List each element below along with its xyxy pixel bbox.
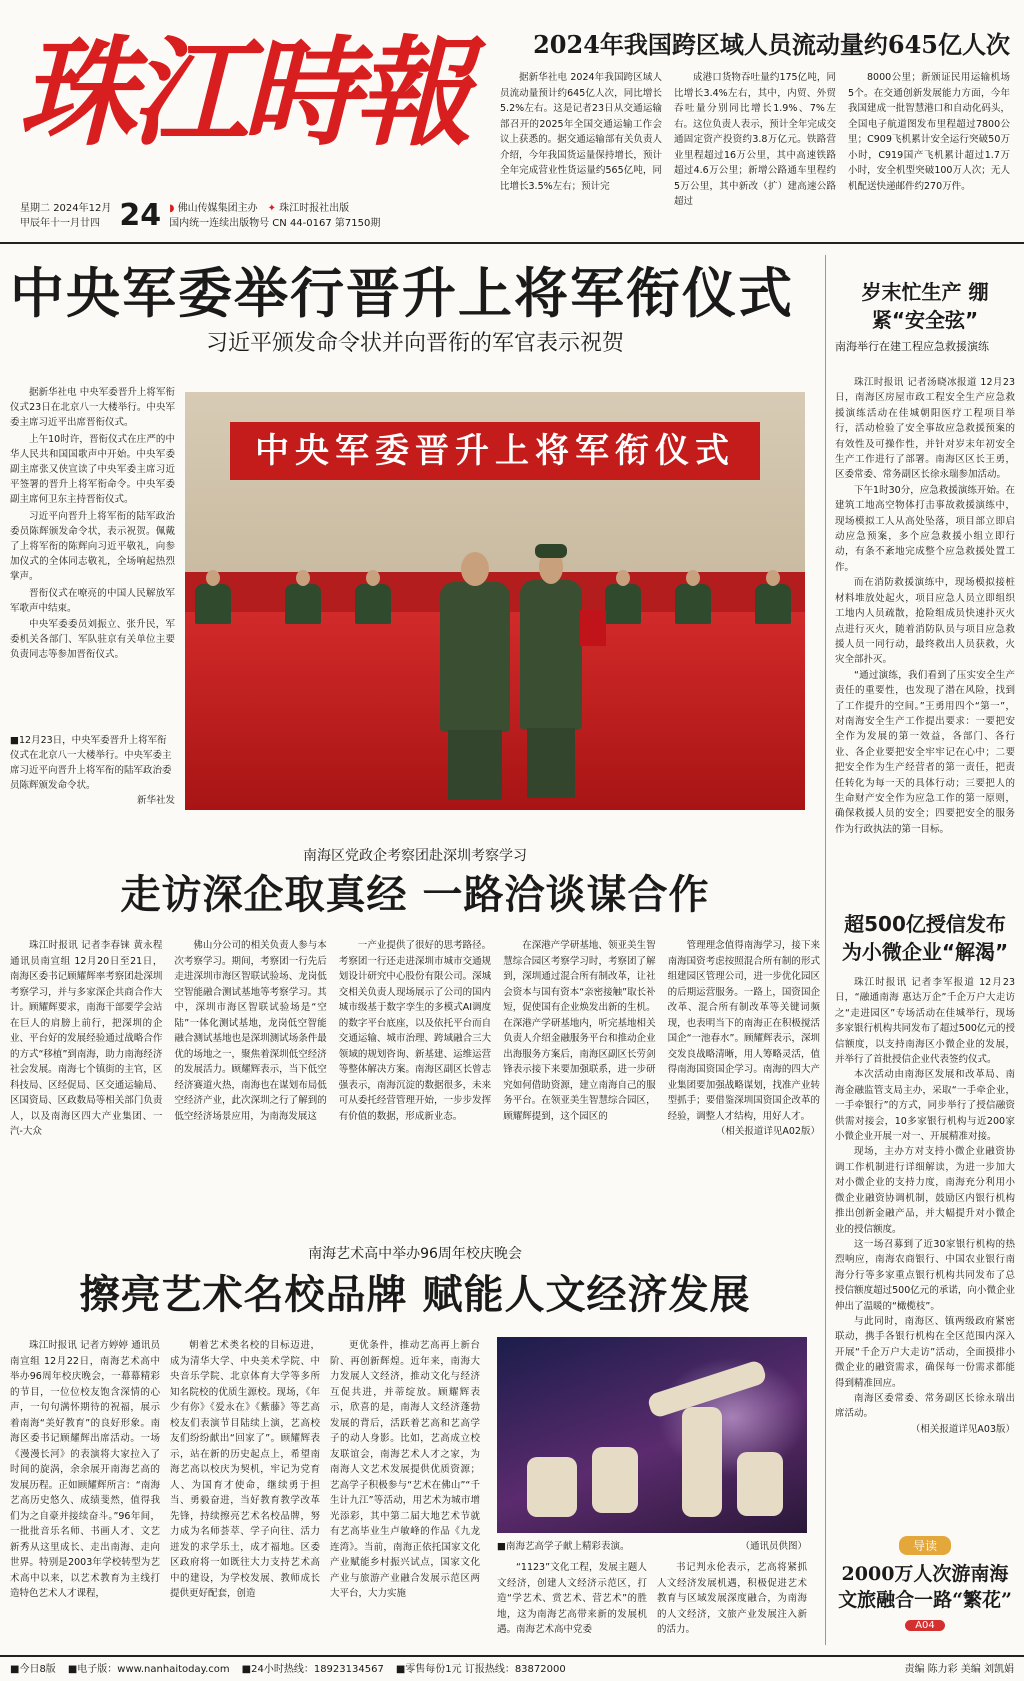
dancer-figure [682, 1407, 722, 1517]
performance-photo[interactable] [497, 1337, 807, 1533]
weekday-date: 星期二 2024年12月 [20, 203, 112, 214]
lead-subtitle: 习近平颁发命令状并向晋衔的军官表示祝贺 [205, 331, 624, 356]
publisher-info [169, 201, 380, 231]
footer-hotline: ■24小时热线：18923134567 [241, 1664, 384, 1675]
performance-caption-text: ■南海艺高学子献上精彩表演。 [497, 1541, 630, 1552]
section2-column: 在深港产学研基地、领亚美生智慧综合园区考察学习时，考察团了解到，深圳通过混合所有制改革，让社会资本与国有资本“亲密接触”取长补短，促使国有企业焕发出新的生机。在深港产学研基地内，听完基地相关负责人介绍金融服务平台和推动企业出海服务方案后，南海区副区长劳剑锋表示接下来要加强联系，进一步研究如何借助资源，建立南海自己的服务平台。在领亚美生智慧综合园区，顾耀辉提到，这个园区的 [503, 940, 656, 1122]
section2-last-column [668, 938, 820, 1140]
section2-column: 一产业提供了很好的思考路径。考察团一行还走进深圳市城市交通规划设计研究中心股份有限公司。深城交相关负责人现场展示了公司的国内城市级基于数字孪生的多模式AI调度的数字平台底座，以及依托平台而自交通运输、城市治理、跨域融合三大领域的规划咨询、新基建、运维运营等整体解决方案。南海区副区长曾志强表示，南海沉淀的数据很多，未来可从委托经营管理开始，一步步发挥有价值的数据，形成新业态。 [338, 940, 492, 1122]
lead-paragraph: 晋衔仪式在嘹亮的中国人民解放军军歌声中结束。 [10, 587, 175, 614]
section2-ref-note[interactable]: （相关报道详见A02版） [715, 1126, 820, 1137]
sidebar2-paragraph: 珠江时报讯 记者李军报道 12月23日，“融通南海 惠达万企”千企万户大走访之“走进园区”专场活动在佳城举行，现场多家银行机构共同发布了超过500亿元的授信额度，以支持南海区小微企业的发展，并举行了首批授信企业代表签约仪式。 [835, 977, 1015, 1066]
sidebar2-paragraph: 本次活动由南海区发展和改革局、南海金融监管支局主办，采取“一手牵企业，一手牵银行”的方式，同步举行了授信融资供需对接会，10多家银行机构与近200家小微企业开展一对一、开展精准对接。 [835, 1069, 1015, 1143]
section2-column: 管理理念值得南海学习，接下来南海国资考虑按照混合所有制的形式组建园区管理公司，进一步优化园区的后期运营服务。一路上，国资国企改革、混合所有制改革等关键词频现，也表明当下的南海正在积极搅活国企“一池春水”。顾耀辉表示，深圳交发良战略清晰，用人筹略灵活，值得南海国资国企学习。南海的四大产业集团要加强战略谋划，找准产业转型抓手；要借鉴深圳国资国企改革的经验，调整人才结构，用好人才。 [667, 940, 820, 1122]
lead-headline [10, 262, 820, 358]
column-divider [825, 255, 826, 1645]
sidebar2-paragraph: 现场，主办方对支持小微企业融资协调工作机制进行详细解读，为进一步加大对小微企业的支持力度，南海充分利用小微企业融资协调机制，鼓励区内银行机构推出创新金融产品，并大幅提升对小微企业的授信额度。 [835, 1146, 1015, 1235]
seated-officer [195, 584, 231, 624]
seated-officer [755, 584, 791, 624]
footer-website[interactable]: ■电子版：www.nanhaitoday.com [67, 1664, 230, 1675]
logo-text: 珠江時報 [18, 23, 467, 162]
top-news-col3: 8000公里；新颁证民用运输机场5个。在交通创新发展能力方面，今年我国建成一批智慧港口和自动化码头，全国电子航道图发布里程超过7800公里；C909飞机累计安全运行突破50万小时，C919国产飞机累计超过1.7万小时，安全机型突破100万人次；无人机配送快递邮件约270万件。 [848, 72, 1010, 192]
sidebar1-paragraph: “通过演练，我们看到了压实安全生产责任的重要性，也发现了潜在风险，找到了工作提升的空间。”王勇用四个“第一”，对南海安全生产工作提出要求：一要把安全作为发展的第一效益，各部门、各行业、各企业要把安全牢牢记在心中；二要把安全作为生产经营者的第一责任，把责任转化为每一天的具体行动；三要把人的生命财产安全作为应急工作的第一原则，确保救援人员的安全；四要把安全的服务作为行政执法的第一目标。 [835, 669, 1015, 835]
top-news [500, 26, 1010, 226]
section3-columns [10, 1338, 480, 1602]
publisher-group: ◗ 佛山传媒集团主办 [169, 203, 258, 214]
section3-column: 珠江时报讯 记者方婷婷 通讯员南宣组 12月22日，南海艺术高中举办96周年校庆晚会，一幕幕精彩的节目，一位位校友饱含深情的心声，一句句满怀期待的祝福，展示着南海“美好教育”的良好形象。南海区委书记顾耀辉出席活动。一场《漫漫长河》的表演将大家拉入了时间的旋涡，余余展开南海艺高的发展历程。正如顾耀辉所言：“南海艺高历史悠久、成绩斐然，值得我们为之自豪并接续奋斗。”96年间，一批批音乐名师、书画人才、文艺新秀从这里成长、走出南海、走向世界。特别是2003年学校转型为艺术高中以来，以艺术教育为主线打造特色艺术人才课程， [10, 1340, 160, 1599]
seated-officer [675, 584, 711, 624]
section3-title[interactable]: 擦亮艺术名校品牌 赋能人文经济发展 [79, 1272, 751, 1318]
seated-officer [605, 584, 641, 624]
sidebar1-title[interactable]: 岁末忙生产 绷紧“安全弦” [861, 280, 989, 332]
top-news-col2: 成港口货物吞吐量约175亿吨，同比增长3.4%左右，其中，内贸、外贸吞吐量分别同比增长1.9%、7%左右。这位负责人表示，预计全年完成交通固定资产投资约3.8万亿元。铁路营业里程超过16万公里，其中高速铁路超过4.6万公里；新增公路通车里程约5万公里，其中新改（扩）建高速公路超过 [674, 72, 836, 207]
section3-right-columns [497, 1560, 807, 1638]
section3-column: 更优条件，推动艺高再上新台阶、再创新辉煌。近年来，南海大力发展人文经济，推动文化与经济互促共进，并蒂绽放。顾耀辉表示，欣喜的是，南海人文经济蓬勃发展的背后，活跃着艺高和艺高学子的动人身影。比如，艺高成立校友联谊会，南海艺术人才之家，为南海人文艺术发展提供优质资源；艺高学子积极参与“艺术在佛山”“千生计九江”等活动，用艺术为城市增光添彩，其中第二届大地艺术节就有艺高毕业生卢敏峰的作品《九龙连湾》。当前，南海正依托国家文化产业赋能乡村振兴试点，国家文化产业与旅游产业融合发展示范区两大平台，大力实施 [330, 1340, 480, 1599]
lead-title[interactable]: 中央军委举行晋升上将军衔仪式 [10, 262, 794, 325]
publisher-press: ✦ 珠江时报社出版 [267, 203, 350, 214]
sidebar1-body [835, 375, 1015, 837]
section3-column: 朝着艺术类名校的目标迈进，成为清华大学、中央美术学院、中央音乐学院、北京体育大学等多所知名院校的优质生源校。现场，《年少有你》《爱永在》《紫藤》等艺高校友们表演节目陆续上演，艺高校友们纷纷献出“回家了”。顾耀辉表示，站在新的历史起点上，希望南海艺高以校庆为契机，牢记为党育人、为国育才使命，继续勇于担当、勇毅奋进，当好教育教学改革先锋，持续擦亮艺术名校品牌，努力成为名师荟萃、学子向往、活力迸发的求学乐土，成才福地。区委区政府将一如既往大力支持艺术高中的建设，为学校发展、教师成长提供更好配套，创造 [170, 1340, 320, 1599]
section2-kicker: 南海区党政企考察团赴深圳考察学习 [303, 848, 527, 864]
lead-article [10, 385, 175, 664]
sidebar2-title[interactable]: 超500亿授信发布 为小微企业“解渴” [841, 912, 1009, 964]
sidebar1-paragraph: 珠江时报讯 记者汤晓冰报道 12月23日，南海区房屋市政工程安全生产应急救援演练活动在佳城朝阳医疗工程项目举行，活动检验了安全事故应急救援预案的有效性及可操作性，并针对岁末年初安全生产工作进行了部署。南海区区长王勇，区委常委、常务副区长徐永瑞参加活动。 [835, 377, 1015, 481]
day-number: 24 [119, 198, 162, 233]
section2-column: 珠江时报讯 记者李春铼 黄永程 通讯员南宣组 12月20日至21日，南海区委书记顾耀辉率考察团赴深圳考察学习，并与多家深企共商合作大计。顾耀辉要求，南海干部要学会站在巨人的肩膀上前行，把深圳的企业、平台好的发展经验通过战略合作的方式“移植”到南海，助力南海经济社会发展。南海七个镇街的主官，区科技局、区经促局、区交通运输局、区国资局、区政数局等相关部门负责人，以及南海区四大产业集团、一汽-大众 [10, 940, 163, 1137]
seated-officer [355, 584, 391, 624]
lead-paragraph: 中央军委委员刘振立、张升民，军委机关各部门、军队驻京有关单位主要负责同志等参加晋衔仪式。 [10, 619, 175, 661]
lead-paragraph: 习近平向晋升上将军衔的陆军政治委员陈辉颁发命令状，表示祝贺。佩戴了上将军衔的陈辉向习近平敬礼，向参加仪式的全体同志敬礼，全场响起热烈掌声。 [10, 510, 175, 583]
sidebar2-paragraph: 这一场召募到了近30家银行机构的热烈响应，南海农商银行、中国农业银行南海分行等多家重点银行机构共同发布了总授信额度超过500亿元的承诺，向小微企业伸出了温暖的“橄榄枝”。 [835, 1238, 1015, 1312]
dancer-figure [737, 1452, 783, 1516]
guide-tag: 导读 [899, 1536, 951, 1555]
performance-photo-credit: （通讯员供图） [740, 1541, 807, 1552]
section3-column: 书记判永伦表示，艺高将紧抓人文经济发展机遇，积极促进艺术教育与区域发展深度融合，为南海的人文经济，文旅产业发展注入新的活力。 [657, 1562, 807, 1635]
certificate-icon [580, 610, 606, 646]
photo-credit: 新华社发 [136, 795, 175, 806]
press-logo-icon: ✦ [267, 203, 276, 214]
photo-caption [10, 733, 175, 808]
guide-box[interactable] [835, 1535, 1015, 1632]
top-news-col1: 据新华社电 2024年我国跨区域人员流动量预计约645亿人次，同比增长5.2%左右。这是记者23日从交通运输部召开的2025年全国交通运输工作会议上获悉的。据交通运输部有关负责人介绍，今年我国货运量保持增长，预计全年完成营业性货运量约565亿吨，同比增长3.5%左右；预计完 [500, 72, 662, 192]
top-news-title[interactable]: 2024年我国跨区域人员流动量约645亿人次 [533, 30, 1010, 59]
sidebar2-ref-note[interactable]: （相关报道详见A03版） [910, 1423, 1015, 1435]
sidebar1-paragraph: 下午1时30分，应急救援演练开始。在建筑工地高空物体打击事故救援演练中，现场模拟工人从高处坠落，项目部立即启动应急预案，多个应急救援小组立即行动，有条不紊地完成整个应急救援处置工作。 [835, 484, 1015, 573]
lunar-date: 甲辰年十一月廿四 [20, 218, 100, 229]
footer-editors: 责编 陈力彩 美编 刘凯娟 [904, 1664, 1014, 1675]
ceremony-photo[interactable] [185, 392, 805, 810]
section3-column: “1123”文化工程，发展主题人文经济，创建人文经济示范区，打造“学艺术、赏艺术、营艺术”的胜地，这为南海艺高带来新的发展机遇。南海艺术高中党委 [497, 1562, 647, 1635]
newspaper-logo[interactable] [18, 18, 488, 168]
group-logo-icon: ◗ [169, 203, 175, 214]
standing-figure-right [520, 550, 582, 802]
lead-paragraph: 上午10时许，晋衔仪式在庄严的中华人民共和国国歌声中开始。中央军委副主席张又侠宣读了中央军委主席习近平签署的晋升上将军衔命令。中央军委副主席何卫东主持晋衔仪式。 [10, 433, 175, 506]
masthead [0, 0, 1024, 245]
footer-info [10, 1660, 566, 1675]
standing-figure-left [440, 552, 510, 802]
performance-photo-caption [497, 1538, 807, 1552]
footer-pages: ■今日8版 [10, 1664, 56, 1675]
date-bar [20, 198, 490, 234]
section2-column: 佛山分公司的相关负责人参与本次考察学习。期间，考察团一行先后走进深圳市海区智联试验场、龙岗低空智能融合测试基地等考察学习。其中，深圳市海区智联试验场是“空陆”一体化测试基地，龙岗低空智能融合测试基地也是深圳测试场条件最优的场地之一，聚焦着深圳低空经济的发展活力。顾耀辉表示，当下低空经济赛道火热，南海也在谋划布局低空经济产业，此次深圳之行了解到的低空经济场景应用，为南海发展这 [174, 940, 327, 1122]
sidebar1-subtitle: 南海举行在建工程应急救援演练 [835, 340, 989, 353]
sidebar2-paragraph: 南海区委常委、常务副区长徐永瑞出席活动。 [835, 1392, 1015, 1420]
date-text [20, 201, 111, 231]
footer [10, 1660, 1014, 1675]
sidebar2-body [835, 975, 1015, 1437]
caption-text: ■12月23日，中央军委晋升上将军衔仪式在北京八一大楼举行。中央军委主席习近平向晋升上将军衔的陆军政治委员陈辉颁发命令状。 [10, 735, 172, 791]
sidebar1-paragraph: 而在消防救援演练中，现场模拟接桩材料堆放处起火，项目应急人员立即组织工地内人员疏散，抢险组成员快速扑灭火点进行灭火，随着消防队员与项目应急救援人员一同行动，最终救出人员获救，火灾全部扑灭。 [835, 577, 1015, 666]
masthead-divider [0, 242, 1024, 244]
section2-title[interactable]: 走访深企取真经 一路洽谈谋合作 [120, 872, 710, 918]
guide-title[interactable]: 2000万人次游南海 文旅融合一路“繁花” [838, 1563, 1012, 1611]
sidebar2-paragraph: 与此同时，南海区、镇两级政府紧密联动，携手各银行机构在全区范围内深入开展“千企万户大走访”活动，全面摸排小微企业的融资需求，确保每一份需求都能得到精准回应。 [835, 1315, 1015, 1389]
lead-paragraph: 据新华社电 中央军委晋升上将军衔仪式23日在北京八一大楼举行。中央军委主席习近平出席晋衔仪式。 [10, 387, 175, 429]
cn-number: 国内统一连续出版物号 CN 44-0167 第7150期 [169, 218, 381, 229]
dancer-figure [527, 1457, 577, 1517]
footer-price: ■零售每份1元 订报热线：83872000 [395, 1664, 566, 1675]
section3-kicker: 南海艺术高中举办96周年校庆晚会 [308, 1246, 522, 1262]
ceremony-banner: 中央军委晋升上将军衔仪式 [230, 422, 760, 480]
dancer-figure [592, 1447, 638, 1513]
top-news-columns [500, 70, 1010, 210]
footer-divider [0, 1655, 1024, 1657]
guide-page-badge[interactable]: A04 [905, 1620, 945, 1631]
seated-officer [285, 584, 321, 624]
section2-columns [10, 938, 820, 1140]
